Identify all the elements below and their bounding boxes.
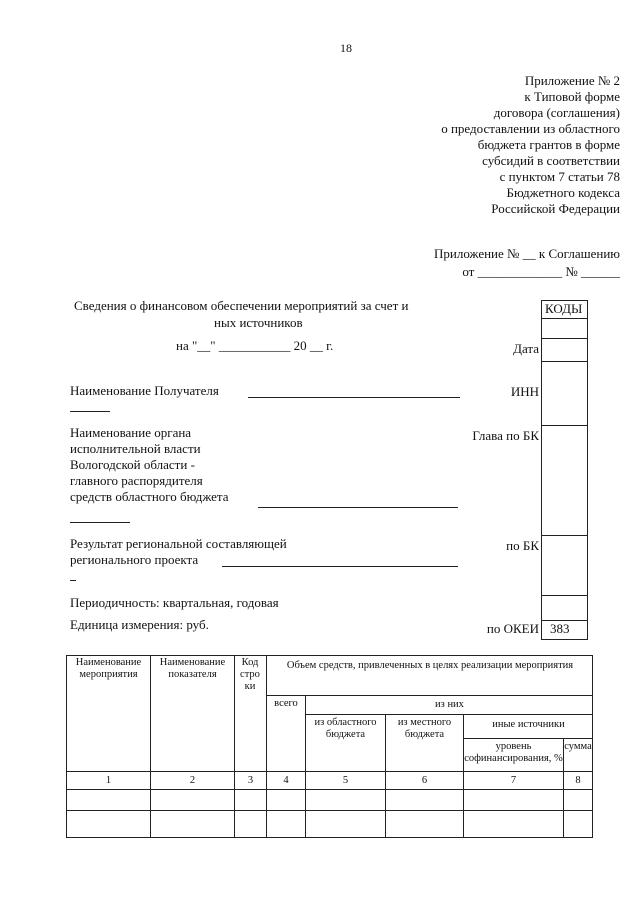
result-label-line: Результат региональной составляющей xyxy=(70,536,287,551)
organ-label-line: главного распорядителя xyxy=(70,473,203,488)
result-label-line: регионального проекта xyxy=(70,552,199,567)
organ-label-line: средств областного бюджета xyxy=(70,489,229,504)
form-title-line2: ных источников xyxy=(214,315,303,330)
col-total-header: всего xyxy=(274,698,298,709)
appendix-line: Бюджетного кодекса xyxy=(506,185,620,200)
col-volume-header: Объем средств, привлеченных в целях реализации мероприятия xyxy=(286,660,574,671)
col-code-header: Код стро ки xyxy=(240,657,260,692)
col-sum-header: сумма xyxy=(564,741,592,752)
col-cofin-header: уровень софинансирования, % xyxy=(464,741,563,764)
col-number: 7 xyxy=(510,775,517,786)
appendix-line: к Типовой форме xyxy=(524,89,620,104)
appendix-line: с пунктом 7 статьи 78 xyxy=(499,169,620,184)
col-number: 4 xyxy=(283,775,289,786)
form-date-line: на "__" ___________ 20 __ г. xyxy=(176,338,334,353)
okei-value: 383 xyxy=(550,621,570,636)
appendix-line: Приложение № 2 xyxy=(524,73,620,88)
unit: Единица измерения: руб. xyxy=(70,617,209,632)
col-indicator-header: Наименование показателя xyxy=(159,657,226,680)
col-of-them-header: из них xyxy=(435,699,464,710)
date-code-label: Дата xyxy=(513,341,539,356)
organ-label-line: Наименование органа xyxy=(70,425,192,440)
organ-label-line: исполнительной власти xyxy=(70,441,201,456)
col-local-header: из местного бюджета xyxy=(397,717,452,740)
okei-code-label: по ОКЕИ xyxy=(486,621,539,636)
col-number: 8 xyxy=(575,775,581,786)
inn-code-label: ИНН xyxy=(510,384,539,399)
col-number: 1 xyxy=(105,775,112,786)
form-title-line1: Сведения о финансовом обеспечении мероприятий за счет и xyxy=(74,298,409,313)
col-other-header: иные источники xyxy=(492,719,565,730)
appendix-line: субсидий в соответствии xyxy=(482,153,620,168)
organ-label xyxy=(70,425,229,505)
glava-code-label: Глава по БК xyxy=(472,428,539,443)
col-regional-header: из областного бюджета xyxy=(314,717,377,740)
col-number: 5 xyxy=(342,775,349,786)
col-number: 6 xyxy=(421,775,428,786)
appendix-line: Российской Федерации xyxy=(491,201,620,216)
codes-header: КОДЫ xyxy=(545,301,583,316)
appendix-header xyxy=(320,73,620,217)
col-number: 3 xyxy=(247,775,254,786)
organ-label-line: Вологодской области - xyxy=(70,457,195,472)
po-bk-code-label: по БК xyxy=(506,538,539,553)
col-event-header: Наименование мероприятия xyxy=(75,657,142,680)
periodicity: Периодичность: квартальная, годовая xyxy=(70,595,279,610)
appendix-line: договора (соглашения) xyxy=(493,105,620,120)
codes-column xyxy=(541,300,588,640)
appendix-line: бюджета грантов в форме xyxy=(477,137,620,152)
page-number: 18 xyxy=(340,41,352,55)
appendix-line: о предоставлении из областного xyxy=(441,121,620,136)
agreement-ref-line2: от _____________ № ______ xyxy=(462,264,620,279)
col-number: 2 xyxy=(189,775,196,786)
result-label xyxy=(70,536,287,568)
recipient-label: Наименование Получателя xyxy=(70,383,219,398)
agreement-ref-line1: Приложение № __ к Соглашению xyxy=(434,246,620,261)
